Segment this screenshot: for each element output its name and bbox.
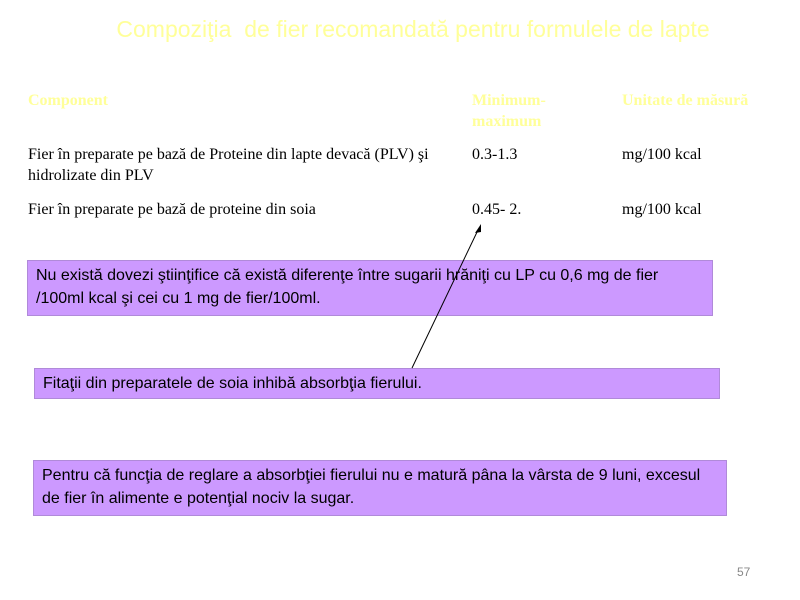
row-unit: mg/100 kcal	[622, 146, 702, 163]
row-unit: mg/100 kcal	[622, 201, 702, 218]
row-range: 0.3-1.3	[472, 146, 518, 163]
page-number: 57	[737, 565, 751, 579]
header-unit: Unitate de măsură	[622, 92, 749, 109]
arrow-line	[412, 230, 478, 368]
row-component: Fier în preparate pe bază de proteine din soia	[28, 201, 316, 218]
arrow-head-icon	[475, 224, 481, 233]
row-component: Fier în preparate pe bază de Proteine din lapte devacă (PLV) şi hidrolizate din PLV	[28, 146, 429, 184]
evidence-note: Nu există dovezi ştiinţifice că există diferenţe între sugarii hrăniţi cu LP cu 0,6 mg de fier /100ml kcal şi cei cu 1 mg de fier/100ml.	[27, 260, 713, 316]
phytates-note: Fitaţii din preparatele de soia inhibă absorbţia fierului.	[34, 368, 720, 399]
row-range: 0.45- 2.	[472, 201, 522, 218]
slide-title: Compoziţia de fier recomandată pentru formulele de lapte	[116, 16, 710, 42]
header-component: Component	[28, 92, 109, 109]
regulation-note: Pentru că funcţia de reglare a absorbţiei fierului nu e matură pâna la vârsta de 9 luni, excesul de fier în alimente e potenţial nociv la sugar.	[33, 460, 727, 516]
header-range: Minimum- maximum	[472, 92, 546, 130]
